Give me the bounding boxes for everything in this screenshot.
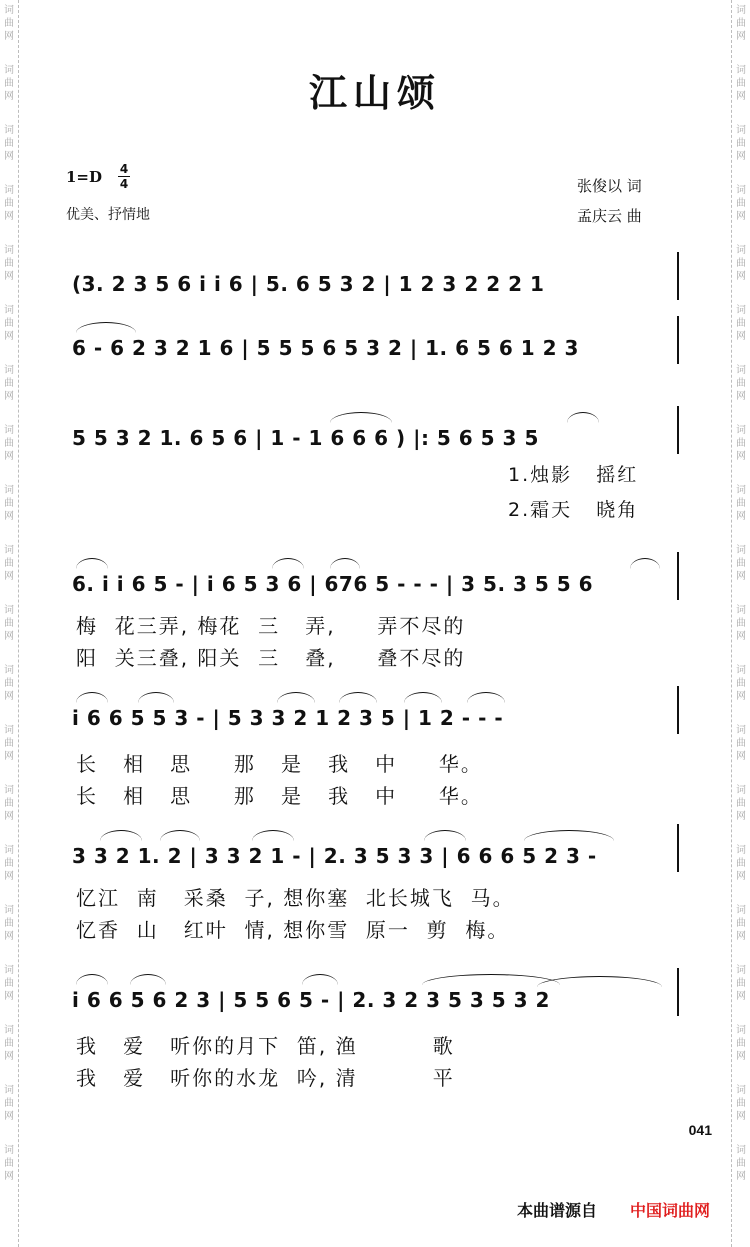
watermark-text: 词 曲 网 <box>736 905 746 942</box>
watermark-text: 词 曲 网 <box>4 1145 14 1182</box>
notation-line: 6. i i 6 5 - | i 6 5 3 6 | 676 5 - - - | 3 5. 3 5 5 6 <box>72 572 594 596</box>
watermark-text: 词 曲 网 <box>736 965 746 1002</box>
watermark-text: 词 曲 网 <box>4 725 14 762</box>
lyric-verse-1: 忆江 南 采桑 子, 想你塞 北长城飞 马。 <box>76 886 515 910</box>
watermark-text: 词 曲 网 <box>4 305 14 342</box>
watermark-text: 词 曲 网 <box>736 425 746 462</box>
watermark-text: 词 曲 网 <box>736 845 746 882</box>
notation-line: i 6 6 5 5 3 - | 5 3 3 2 1 2 3 5 | 1 2 - - - <box>72 706 504 730</box>
source-site-link[interactable]: 中国词曲网 <box>630 1201 711 1220</box>
score-system-4 <box>72 566 682 670</box>
source-label: 本曲谱源自 <box>517 1201 598 1220</box>
watermark-text: 词 曲 网 <box>736 65 746 102</box>
watermark-text: 词 曲 网 <box>736 185 746 222</box>
barline <box>677 316 679 364</box>
notation-line: i 6 6 5 6 2 3 | 5 5 6 5 - | 2. 3 2 3 5 3 5 3 2 <box>72 988 550 1012</box>
lyric-verse-1: 梅 花三弄, 梅花 三 弄, 弄不尽的 <box>76 614 466 638</box>
score-system-7 <box>72 982 682 1090</box>
watermark-text: 词 曲 网 <box>4 605 14 642</box>
watermark-text: 词 曲 网 <box>736 485 746 522</box>
watermark-text: 词 曲 网 <box>4 845 14 882</box>
notation-line: 5 5 3 2 1. 6 5 6 | 1 - 1 6 6 6 ) |: 5 6 5 3 5 <box>72 426 539 450</box>
barline <box>677 552 679 600</box>
lyric-verse-1: 长 相 思 那 是 我 中 华。 <box>76 752 483 776</box>
notation-line: 6 - 6 2 3 2 1 6 | 5 5 5 6 5 3 2 | 1. 6 5 6 1 2 3 <box>72 336 579 360</box>
watermark-text: 词 曲 网 <box>736 1085 746 1122</box>
song-title: 江山颂 <box>308 71 441 115</box>
composer-credit: 孟庆云 曲 <box>577 207 642 225</box>
score-system-2 <box>72 330 682 380</box>
time-signature-bottom: 4 <box>119 177 129 191</box>
watermark-text: 词 曲 网 <box>4 185 14 222</box>
lyric-verse-2: 阳 关三叠, 阳关 三 叠, 叠不尽的 <box>76 646 466 670</box>
score-system-1 <box>72 266 682 316</box>
watermark-text: 词 曲 网 <box>736 785 746 822</box>
watermark-text: 词 曲 网 <box>736 305 746 342</box>
watermark-text: 词 曲 网 <box>4 1025 14 1062</box>
page-number: 041 <box>688 1122 712 1138</box>
barline <box>677 406 679 454</box>
lyric-verse-2: 忆香 山 红叶 情, 想你雪 原一 剪 梅。 <box>76 918 510 942</box>
watermark-text: 词 曲 网 <box>4 1085 14 1122</box>
watermark-text: 词 曲 网 <box>736 545 746 582</box>
lyric-verse-1: 我 爱 听你的月下 笛, 渔 歌 <box>76 1034 455 1058</box>
watermark-text: 词 曲 网 <box>736 725 746 762</box>
score-system-5 <box>72 700 682 808</box>
watermark-text: 词 曲 网 <box>4 65 14 102</box>
watermark-text: 词 曲 网 <box>736 245 746 282</box>
lyric-verse-1: 1.烛影 摇红 <box>508 464 639 486</box>
watermark-text: 词 曲 网 <box>736 665 746 702</box>
notation-line: 3 3 2 1. 2 | 3 3 2 1 - | 2. 3 5 3 3 | 6 6 6 5 2 3 - <box>72 844 597 868</box>
time-signature-top: 4 <box>119 162 129 176</box>
barline <box>677 252 679 300</box>
notation-line: (3. 2 3 5 6 i i 6 | 5. 6 5 3 2 | 1 2 3 2 2 2 1 <box>72 272 545 296</box>
watermark-text: 词 曲 网 <box>736 605 746 642</box>
watermark-text: 词 曲 网 <box>4 125 14 162</box>
lyric-verse-2: 长 相 思 那 是 我 中 华。 <box>76 784 483 808</box>
watermark-text: 词 曲 网 <box>4 965 14 1002</box>
time-signature <box>118 163 130 190</box>
lyricist-credit: 张俊以 词 <box>577 177 642 195</box>
lyric-verse-2: 2.霜天 晓角 <box>508 499 639 521</box>
lyric-verse-2: 我 爱 听你的水龙 吟, 清 平 <box>76 1066 455 1090</box>
watermark-text: 词 曲 网 <box>736 125 746 162</box>
barline <box>677 686 679 734</box>
watermark-text: 词 曲 网 <box>736 365 746 402</box>
watermark-text: 词 曲 网 <box>736 1145 746 1182</box>
watermark-text: 词 曲 网 <box>4 5 14 42</box>
watermark-text: 词 曲 网 <box>4 545 14 582</box>
barline <box>677 968 679 1016</box>
key-signature: 1=D <box>66 168 103 186</box>
watermark-text: 词 曲 网 <box>4 665 14 702</box>
barline <box>677 824 679 872</box>
watermark-text: 词 曲 网 <box>4 425 14 462</box>
watermark-text: 词 曲 网 <box>4 365 14 402</box>
watermark-text: 词 曲 网 <box>736 5 746 42</box>
watermark-text: 词 曲 网 <box>4 785 14 822</box>
tempo-marking: 优美、抒情地 <box>66 207 150 223</box>
score-system-3 <box>72 420 682 521</box>
score-system-6 <box>72 838 682 942</box>
watermark-text: 词 曲 网 <box>4 485 14 522</box>
watermark-text: 词 曲 网 <box>4 905 14 942</box>
watermark-text: 词 曲 网 <box>736 1025 746 1062</box>
watermark-text: 词 曲 网 <box>4 245 14 282</box>
